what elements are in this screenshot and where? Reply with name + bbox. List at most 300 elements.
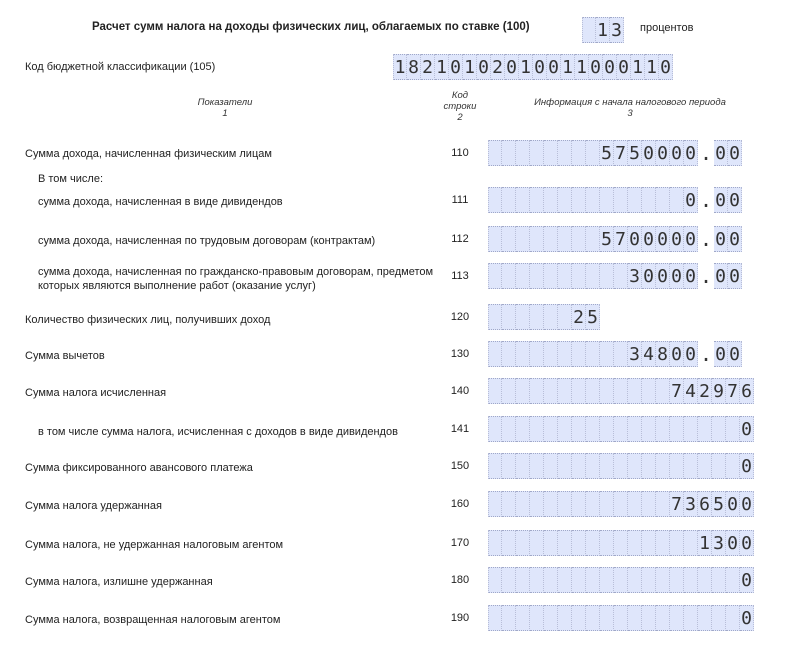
digit-cell: 2: [572, 304, 586, 330]
digit-cell: [558, 416, 572, 442]
digit-cell: [670, 530, 684, 556]
decimal-point: .: [699, 141, 713, 165]
digit-cell: [502, 378, 516, 404]
column-header-code-number: 2: [457, 112, 463, 123]
row-code-141: 141: [450, 423, 470, 435]
digit-cell: 0: [589, 54, 603, 80]
digit-cell: 0: [670, 226, 684, 252]
digit-cell: 0: [684, 187, 698, 213]
digit-cell: [558, 605, 572, 631]
digit-cell: [544, 416, 558, 442]
digit-cell: [502, 263, 516, 289]
digit-cell: [628, 187, 642, 213]
digit-cell: [530, 140, 544, 166]
digit-cell: [614, 567, 628, 593]
row-label-180: Сумма налога, излишне удержанная: [25, 576, 213, 588]
column-header-code-label: Код строки: [443, 90, 477, 112]
digit-cell: [502, 530, 516, 556]
digit-cell: 2: [491, 54, 505, 80]
digit-cell: [544, 605, 558, 631]
digit-cell: 5: [600, 226, 614, 252]
digit-cell: 0: [684, 341, 698, 367]
row-code-113: 113: [451, 270, 469, 282]
digit-cell: 0: [728, 187, 742, 213]
digit-cell: [572, 378, 586, 404]
digit-cell: [572, 605, 586, 631]
digit-cell: [698, 453, 712, 479]
digit-cell: [502, 453, 516, 479]
digit-cell: 1: [575, 54, 589, 80]
digit-cell: 1: [561, 54, 575, 80]
digit-cell: [530, 263, 544, 289]
column-header-indicators-label: Показатели: [197, 97, 253, 108]
digit-cell: [628, 378, 642, 404]
digit-cell: 0: [477, 54, 491, 80]
digit-cell: 1: [631, 54, 645, 80]
digit-cell: 0: [728, 341, 742, 367]
digit-cell: [614, 416, 628, 442]
digit-cell: [586, 491, 600, 517]
digit-cell: 9: [712, 378, 726, 404]
digit-cell: [614, 453, 628, 479]
digit-cell: 7: [670, 491, 684, 517]
digit-cell: [586, 187, 600, 213]
digit-cell: [712, 605, 726, 631]
digit-cell: [530, 304, 544, 330]
digit-cell: [544, 530, 558, 556]
digit-cell: [572, 530, 586, 556]
digit-cell: 0: [670, 140, 684, 166]
digit-cell: 1: [463, 54, 477, 80]
digit-cell: [642, 491, 656, 517]
digit-cell: [544, 304, 558, 330]
digit-cell: [488, 341, 502, 367]
digit-cell: 0: [740, 567, 754, 593]
row-label-113: сумма дохода, начисленная по гражданско-правовым договорам, предметом которых являются выполнение работ (оказание услуг): [38, 266, 434, 292]
digit-cell: [516, 605, 530, 631]
digit-cell: [642, 187, 656, 213]
digit-cell: [600, 378, 614, 404]
digit-cell: 0: [659, 54, 673, 80]
digit-cell: 0: [656, 263, 670, 289]
digit-cell: 5: [712, 491, 726, 517]
digit-cell: [488, 530, 502, 556]
digit-cell: [558, 263, 572, 289]
row-value-112[interactable]: [488, 226, 742, 252]
row-label-140: Сумма налога исчисленная: [25, 387, 167, 399]
digit-cell: [614, 341, 628, 367]
digit-cell: [502, 416, 516, 442]
digit-cell: [586, 341, 600, 367]
digit-cell: 0: [728, 226, 742, 252]
digit-cell: [488, 187, 502, 213]
digit-cell: [614, 187, 628, 213]
digit-cell: [586, 378, 600, 404]
digit-cell: [684, 453, 698, 479]
digit-cell: [698, 567, 712, 593]
digit-cell: [642, 530, 656, 556]
digit-cell: 0: [684, 263, 698, 289]
digit-cell: 1: [435, 54, 449, 80]
digit-cell: 0: [449, 54, 463, 80]
digit-cell: [670, 453, 684, 479]
digit-cell: [684, 605, 698, 631]
digit-cell: [656, 530, 670, 556]
digit-cell: 0: [740, 491, 754, 517]
digit-cell: 0: [726, 491, 740, 517]
digit-cell: 0: [714, 140, 728, 166]
column-header-info-label: Информация с начала налогового периода: [534, 97, 726, 108]
row-code-130: 130: [450, 348, 470, 360]
digit-cell: [628, 453, 642, 479]
row-label-130: Сумма вычетов: [25, 350, 105, 362]
digit-cell: [488, 567, 502, 593]
digit-cell: [502, 187, 516, 213]
digit-cell: 5: [628, 140, 642, 166]
digit-cell: [502, 304, 516, 330]
digit-cell: [572, 226, 586, 252]
row-code-160: 160: [450, 498, 470, 510]
digit-cell: 0: [533, 54, 547, 80]
digit-cell: [502, 491, 516, 517]
digit-cell: [530, 605, 544, 631]
digit-cell: [488, 140, 502, 166]
row-value-190[interactable]: [488, 605, 754, 631]
digit-cell: [558, 304, 572, 330]
digit-cell: [572, 491, 586, 517]
digit-cell: 1: [519, 54, 533, 80]
row-value-113[interactable]: [488, 263, 742, 289]
decimal-point: .: [699, 342, 713, 366]
column-header-indicators: [180, 97, 270, 119]
digit-cell: [628, 530, 642, 556]
digit-cell: [628, 491, 642, 517]
digit-cell: [656, 491, 670, 517]
rate-cells[interactable]: [582, 17, 624, 43]
digit-cell: [488, 263, 502, 289]
digit-cell: [684, 530, 698, 556]
digit-cell: [516, 530, 530, 556]
row-value-111[interactable]: [488, 187, 742, 213]
digit-cell: [516, 140, 530, 166]
row-label-160: Сумма налога удержанная: [25, 500, 162, 512]
digit-cell: [586, 226, 600, 252]
digit-cell: 0: [628, 226, 642, 252]
row-label-190: Сумма налога, возвращенная налоговым агентом: [25, 614, 281, 626]
digit-cell: [516, 567, 530, 593]
digit-cell: 0: [505, 54, 519, 80]
digit-cell: 2: [698, 378, 712, 404]
digit-cell: 3: [628, 341, 642, 367]
digit-cell: [558, 491, 572, 517]
row-value-141[interactable]: [488, 416, 754, 442]
digit-cell: [558, 226, 572, 252]
digit-cell: [572, 453, 586, 479]
digit-cell: [698, 605, 712, 631]
digit-cell: 0: [642, 140, 656, 166]
digit-cell: [726, 605, 740, 631]
digit-cell: [586, 453, 600, 479]
row-value-120[interactable]: [488, 304, 600, 330]
digit-cell: [656, 605, 670, 631]
digit-cell: 6: [698, 491, 712, 517]
digit-cell: [516, 378, 530, 404]
row-label-170: Сумма налога, не удержанная налоговым агентом: [25, 539, 284, 551]
digit-cell: [572, 140, 586, 166]
kbk-label: Код бюджетной классификации (105): [25, 61, 216, 73]
digit-cell: 7: [614, 140, 628, 166]
digit-cell: [582, 17, 596, 43]
decimal-point: .: [699, 227, 713, 251]
digit-cell: 0: [728, 263, 742, 289]
digit-cell: 0: [740, 416, 754, 442]
digit-cell: 4: [684, 378, 698, 404]
digit-cell: [502, 341, 516, 367]
row-code-111: 111: [451, 194, 469, 206]
digit-cell: [488, 304, 502, 330]
column-header-code: [436, 90, 484, 123]
digit-cell: [684, 416, 698, 442]
row-code-120: 120: [450, 311, 470, 323]
digit-cell: [712, 567, 726, 593]
row-code-170: 170: [450, 537, 470, 549]
digit-cell: 3: [610, 17, 624, 43]
digit-cell: [614, 263, 628, 289]
digit-cell: [544, 491, 558, 517]
digit-cell: [614, 491, 628, 517]
digit-cell: [544, 341, 558, 367]
digit-cell: [600, 567, 614, 593]
digit-cell: [530, 453, 544, 479]
digit-cell: [656, 567, 670, 593]
digit-cell: 7: [726, 378, 740, 404]
digit-cell: [530, 567, 544, 593]
digit-cell: 8: [407, 54, 421, 80]
digit-cell: [502, 140, 516, 166]
digit-cell: 0: [714, 226, 728, 252]
digit-cell: 0: [642, 263, 656, 289]
digit-cell: 0: [684, 226, 698, 252]
row-code-110: 110: [451, 147, 469, 159]
digit-cell: 0: [642, 226, 656, 252]
digit-cell: [530, 491, 544, 517]
digit-cell: [712, 416, 726, 442]
row-label-120: Количество физических лиц, получивших доход: [25, 314, 271, 326]
digit-cell: 5: [600, 140, 614, 166]
digit-cell: [558, 187, 572, 213]
digit-cell: [516, 453, 530, 479]
digit-cell: [558, 453, 572, 479]
digit-cell: [488, 378, 502, 404]
digit-cell: [558, 378, 572, 404]
digit-cell: [502, 605, 516, 631]
decimal-point: .: [699, 188, 713, 212]
digit-cell: [628, 416, 642, 442]
digit-cell: [642, 605, 656, 631]
digit-cell: [530, 416, 544, 442]
digit-cell: [670, 605, 684, 631]
row-label-111: сумма дохода, начисленная в виде дивидендов: [38, 196, 283, 208]
digit-cell: [530, 226, 544, 252]
digit-cell: 0: [547, 54, 561, 80]
digit-cell: [488, 605, 502, 631]
digit-cell: [516, 304, 530, 330]
digit-cell: [656, 453, 670, 479]
digit-cell: [586, 605, 600, 631]
form-title: Расчет сумм налога на доходы физических лиц, облагаемых по ставке (100): [92, 21, 530, 33]
digit-cell: 0: [656, 140, 670, 166]
digit-cell: 0: [617, 54, 631, 80]
row-value-140[interactable]: [488, 378, 754, 404]
column-header-info-number: 3: [627, 108, 633, 119]
digit-cell: [726, 416, 740, 442]
digit-cell: [642, 416, 656, 442]
digit-cell: 0: [670, 263, 684, 289]
digit-cell: [600, 187, 614, 213]
column-header-indicators-number: 1: [222, 108, 228, 119]
digit-cell: [656, 416, 670, 442]
digit-cell: [586, 567, 600, 593]
digit-cell: 0: [726, 530, 740, 556]
digit-cell: [558, 530, 572, 556]
digit-cell: [544, 263, 558, 289]
digit-cell: [628, 605, 642, 631]
kbk-cells[interactable]: [393, 54, 673, 80]
digit-cell: 0: [656, 226, 670, 252]
digit-cell: [614, 530, 628, 556]
digit-cell: [544, 567, 558, 593]
digit-cell: [516, 263, 530, 289]
digit-cell: 0: [714, 263, 728, 289]
digit-cell: [670, 416, 684, 442]
digit-cell: [488, 226, 502, 252]
digit-cell: 0: [740, 453, 754, 479]
digit-cell: [600, 341, 614, 367]
digit-cell: [544, 378, 558, 404]
digit-cell: [642, 453, 656, 479]
digit-cell: [516, 341, 530, 367]
row-code-180: 180: [450, 574, 470, 586]
digit-cell: 0: [670, 341, 684, 367]
digit-cell: [516, 226, 530, 252]
digit-cell: [516, 416, 530, 442]
digit-cell: [544, 453, 558, 479]
row-value-160[interactable]: [488, 491, 754, 517]
digit-cell: [642, 378, 656, 404]
decimal-point: .: [699, 264, 713, 288]
digit-cell: [670, 567, 684, 593]
digit-cell: [558, 341, 572, 367]
digit-cell: 3: [628, 263, 642, 289]
digit-cell: [544, 226, 558, 252]
row-value-130[interactable]: [488, 341, 742, 367]
row-label-112: сумма дохода, начисленная по трудовым договорам (контрактам): [38, 235, 376, 247]
digit-cell: [572, 341, 586, 367]
row-value-170[interactable]: [488, 530, 754, 556]
digit-cell: 3: [712, 530, 726, 556]
digit-cell: [726, 567, 740, 593]
row-label-141: в том числе сумма налога, исчисленная с доходов в виде дивидендов: [38, 426, 398, 438]
digit-cell: 0: [740, 605, 754, 631]
digit-cell: [488, 416, 502, 442]
digit-cell: [572, 187, 586, 213]
digit-cell: 0: [603, 54, 617, 80]
digit-cell: [544, 187, 558, 213]
digit-cell: [558, 140, 572, 166]
digit-cell: 1: [645, 54, 659, 80]
digit-cell: 1: [698, 530, 712, 556]
digit-cell: 3: [684, 491, 698, 517]
digit-cell: 5: [586, 304, 600, 330]
digit-cell: 2: [421, 54, 435, 80]
digit-cell: 0: [740, 530, 754, 556]
digit-cell: [586, 263, 600, 289]
digit-cell: [600, 453, 614, 479]
row-value-150[interactable]: [488, 453, 754, 479]
digit-cell: [600, 263, 614, 289]
digit-cell: 7: [670, 378, 684, 404]
digit-cell: [600, 491, 614, 517]
digit-cell: [488, 491, 502, 517]
digit-cell: [530, 378, 544, 404]
row-code-190: 190: [450, 612, 470, 624]
digit-cell: 1: [596, 17, 610, 43]
row-value-180[interactable]: [488, 567, 754, 593]
row-code-140: 140: [450, 385, 470, 397]
digit-cell: [488, 453, 502, 479]
digit-cell: [670, 187, 684, 213]
digit-cell: [600, 530, 614, 556]
digit-cell: [516, 187, 530, 213]
digit-cell: 7: [614, 226, 628, 252]
row-label-110: Сумма дохода, начисленная физическим лицам: [25, 148, 272, 160]
digit-cell: [558, 567, 572, 593]
digit-cell: 0: [714, 187, 728, 213]
rate-unit-label: процентов: [640, 22, 694, 34]
digit-cell: [586, 530, 600, 556]
digit-cell: [530, 530, 544, 556]
digit-cell: [698, 416, 712, 442]
digit-cell: 0: [714, 341, 728, 367]
row-value-110[interactable]: [488, 140, 742, 166]
digit-cell: [516, 491, 530, 517]
digit-cell: 1: [393, 54, 407, 80]
digit-cell: [572, 263, 586, 289]
digit-cell: [642, 567, 656, 593]
digit-cell: [726, 453, 740, 479]
subheading-including: В том числе:: [38, 173, 104, 185]
digit-cell: [628, 567, 642, 593]
digit-cell: [586, 416, 600, 442]
digit-cell: [600, 605, 614, 631]
digit-cell: [614, 605, 628, 631]
row-label-150: Сумма фиксированного авансового платежа: [25, 462, 253, 474]
digit-cell: 0: [684, 140, 698, 166]
row-code-112: 112: [451, 233, 469, 245]
digit-cell: [656, 187, 670, 213]
digit-cell: [712, 453, 726, 479]
digit-cell: [502, 226, 516, 252]
digit-cell: [586, 140, 600, 166]
digit-cell: [530, 341, 544, 367]
digit-cell: [600, 416, 614, 442]
digit-cell: [544, 140, 558, 166]
digit-cell: [502, 567, 516, 593]
digit-cell: [572, 567, 586, 593]
digit-cell: 0: [728, 140, 742, 166]
digit-cell: [656, 378, 670, 404]
digit-cell: 8: [656, 341, 670, 367]
